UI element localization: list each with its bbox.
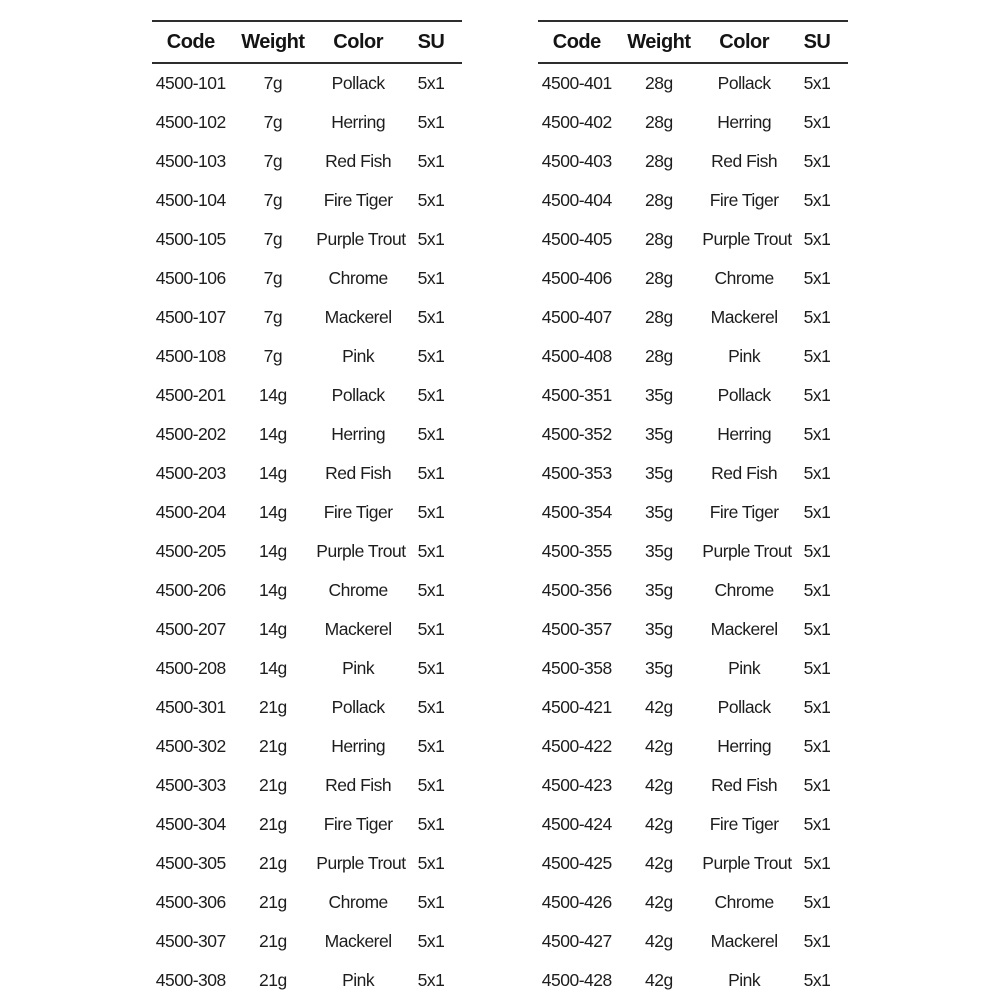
table-row — [538, 298, 848, 337]
table-cell: Red Fish — [325, 150, 392, 171]
table-cell: Red Fish — [711, 150, 778, 171]
table-row — [152, 844, 462, 883]
table-cell: 5x1 — [417, 618, 445, 639]
table-cell: 7g — [263, 150, 283, 171]
table-cell: 5x1 — [803, 735, 831, 756]
table-cell: 5x1 — [803, 267, 831, 288]
table-row — [152, 961, 462, 1000]
table-cell: 5x1 — [803, 228, 831, 249]
table-cell: 5x1 — [803, 774, 831, 795]
column-header-su: SU — [400, 21, 462, 63]
table-cell: 4500-108 — [155, 345, 226, 366]
table-cell: 4500-203 — [155, 462, 226, 483]
column-header-weight: Weight — [616, 21, 703, 63]
table-cell: Fire Tiger — [709, 501, 779, 522]
table-cell: 21g — [259, 891, 287, 912]
table-row — [538, 649, 848, 688]
table-cell: 4500-105 — [155, 228, 226, 249]
table-cell: 5x1 — [417, 462, 445, 483]
table-row — [152, 610, 462, 649]
table-row — [152, 220, 462, 259]
table-row — [538, 688, 848, 727]
table-header — [538, 21, 848, 63]
table-cell: 5x1 — [803, 969, 831, 990]
table-cell: Chrome — [328, 891, 388, 912]
table-cell: 4500-355 — [541, 540, 612, 561]
table-row — [538, 220, 848, 259]
table-cell: 21g — [259, 969, 287, 990]
table-cell: 4500-408 — [541, 345, 612, 366]
table-cell: Pink — [342, 657, 375, 678]
table-cell: 5x1 — [417, 228, 445, 249]
table-row — [538, 259, 848, 298]
table-row — [538, 532, 848, 571]
table-row — [538, 727, 848, 766]
table-row — [538, 454, 848, 493]
table-cell: 35g — [645, 384, 673, 405]
table-cell: 42g — [645, 852, 673, 873]
column-header-weight: Weight — [230, 21, 317, 63]
table-cell: 35g — [645, 423, 673, 444]
table-cell: 5x1 — [803, 696, 831, 717]
table-row — [538, 415, 848, 454]
table-cell: 4500-107 — [155, 306, 226, 327]
table-cell: Mackerel — [324, 306, 392, 327]
table-cell: 7g — [263, 73, 283, 93]
table-cell: 4500-428 — [541, 969, 612, 990]
table-cell: Fire Tiger — [709, 813, 779, 834]
table-body — [152, 63, 462, 1000]
table-cell: 4500-427 — [541, 930, 612, 951]
table-cell: 5x1 — [803, 73, 831, 93]
table-row — [538, 883, 848, 922]
table-cell: 14g — [259, 657, 287, 678]
table-row — [152, 532, 462, 571]
table-cell: 42g — [645, 735, 673, 756]
table-cell: 4500-306 — [155, 891, 226, 912]
table-row — [538, 103, 848, 142]
table-row — [152, 571, 462, 610]
table-cell: Mackerel — [710, 618, 778, 639]
table-row — [152, 259, 462, 298]
table-cell: 4500-358 — [541, 657, 612, 678]
table-cell: 42g — [645, 774, 673, 795]
table-cell: Fire Tiger — [709, 189, 779, 210]
table-cell: 4500-356 — [541, 579, 612, 600]
column-header-su: SU — [786, 21, 848, 63]
table-cell: Red Fish — [325, 462, 392, 483]
table-cell: 5x1 — [803, 852, 831, 873]
table-cell: Pink — [728, 345, 761, 366]
table-cell: 7g — [263, 267, 283, 288]
column-header-code: Code — [538, 21, 616, 63]
table-cell: 4500-307 — [155, 930, 226, 951]
table-cell: 21g — [259, 930, 287, 951]
table-cell: Pollack — [717, 384, 771, 405]
table-cell: 5x1 — [803, 150, 831, 171]
table-cell: 35g — [645, 579, 673, 600]
table-cell: 21g — [259, 813, 287, 834]
table-row — [538, 493, 848, 532]
table-cell: 4500-305 — [155, 852, 226, 873]
table-cell: 5x1 — [803, 189, 831, 210]
table-cell: 4500-422 — [541, 735, 612, 756]
table-cell: Chrome — [714, 891, 774, 912]
table-cell: 14g — [259, 540, 287, 561]
table-cell: 5x1 — [803, 462, 831, 483]
table-row — [152, 337, 462, 376]
table-cell: 14g — [259, 579, 287, 600]
table-cell: 5x1 — [417, 891, 445, 912]
table-row — [538, 844, 848, 883]
table-cell: Red Fish — [325, 774, 392, 795]
table-cell: Chrome — [714, 267, 774, 288]
table-cell: Fire Tiger — [323, 501, 393, 522]
table-cell: 21g — [259, 852, 287, 873]
table-cell: Pollack — [717, 73, 771, 93]
table-row — [152, 883, 462, 922]
table-cell: 4500-357 — [541, 618, 612, 639]
table-cell: Purple Trout — [702, 228, 792, 249]
table-body — [538, 63, 848, 1000]
table-cell: Herring — [717, 112, 772, 132]
table-cell: 35g — [645, 657, 673, 678]
table-cell: 4500-352 — [541, 423, 612, 444]
table-cell: Pink — [342, 345, 375, 366]
table-cell: 5x1 — [417, 813, 445, 834]
table-cell: 14g — [259, 501, 287, 522]
table-cell: 5x1 — [417, 306, 445, 327]
table-cell: Herring — [331, 112, 386, 132]
table-cell: 5x1 — [417, 930, 445, 951]
table-cell: 35g — [645, 501, 673, 522]
table-cell: Pollack — [717, 696, 771, 717]
product-spec-table-right — [538, 20, 848, 1000]
column-header-color: Color — [316, 21, 400, 63]
table-cell: 5x1 — [417, 657, 445, 678]
table-cell: Mackerel — [324, 930, 392, 951]
table-cell: 5x1 — [417, 501, 445, 522]
table-row — [152, 766, 462, 805]
table-cell: 5x1 — [417, 852, 445, 873]
table-cell: 5x1 — [417, 345, 445, 366]
table-row — [538, 142, 848, 181]
table-cell: Red Fish — [711, 462, 778, 483]
table-cell: 4500-303 — [155, 774, 226, 795]
table-cell: Pollack — [331, 73, 385, 93]
table-row — [538, 766, 848, 805]
table-cell: 5x1 — [417, 696, 445, 717]
table-cell: 14g — [259, 384, 287, 405]
table-row — [538, 610, 848, 649]
column-header-color: Color — [702, 21, 786, 63]
table-row — [538, 376, 848, 415]
table-cell: 4500-103 — [155, 150, 226, 171]
table-row — [152, 727, 462, 766]
table-row — [152, 103, 462, 142]
table-cell: 21g — [259, 696, 287, 717]
table-row — [152, 63, 462, 103]
header-row — [152, 21, 462, 63]
table-cell: 14g — [259, 618, 287, 639]
table-cell: 21g — [259, 735, 287, 756]
table-cell: 4500-424 — [541, 813, 612, 834]
table-cell: 4500-304 — [155, 813, 226, 834]
table-row — [538, 181, 848, 220]
table-cell: 7g — [263, 189, 283, 210]
table-cell: 42g — [645, 969, 673, 990]
table-cell: 28g — [645, 267, 673, 288]
table-cell: 5x1 — [417, 112, 445, 132]
table-cell: 4500-406 — [541, 267, 612, 288]
table-cell: 5x1 — [417, 540, 445, 561]
table-cell: 5x1 — [417, 189, 445, 210]
table-cell: Mackerel — [710, 930, 778, 951]
table-cell: 7g — [263, 112, 283, 132]
table-row — [152, 415, 462, 454]
table-header — [152, 21, 462, 63]
table-row — [152, 454, 462, 493]
table-cell: 4500-404 — [541, 189, 612, 210]
table-row — [152, 181, 462, 220]
table-cell: Fire Tiger — [323, 189, 393, 210]
table-cell: 4500-106 — [155, 267, 226, 288]
table-cell: 4500-401 — [541, 73, 612, 93]
table-cell: 5x1 — [803, 501, 831, 522]
table-row — [152, 649, 462, 688]
table-row — [538, 805, 848, 844]
table-cell: 35g — [645, 540, 673, 561]
table-cell: Mackerel — [324, 618, 392, 639]
table-cell: 5x1 — [417, 735, 445, 756]
table-cell: 4500-403 — [541, 150, 612, 171]
table-cell: 4500-204 — [155, 501, 226, 522]
table-cell: Chrome — [328, 267, 388, 288]
table-cell: 4500-308 — [155, 969, 226, 990]
table-cell: 4500-201 — [155, 384, 226, 405]
table-cell: 4500-302 — [155, 735, 226, 756]
table-row — [538, 961, 848, 1000]
table-row — [152, 688, 462, 727]
table-cell: 28g — [645, 189, 673, 210]
table-cell: 5x1 — [803, 579, 831, 600]
product-spec-table-left — [152, 20, 462, 1000]
table-cell: Purple Trout — [316, 228, 406, 249]
table-cell: Purple Trout — [702, 852, 792, 873]
table-cell: 5x1 — [803, 618, 831, 639]
table-row — [152, 805, 462, 844]
table-cell: 28g — [645, 112, 673, 132]
table-cell: 28g — [645, 73, 673, 93]
table-cell: 28g — [645, 306, 673, 327]
header-row — [538, 21, 848, 63]
table-cell: 5x1 — [417, 150, 445, 171]
table-cell: 5x1 — [803, 384, 831, 405]
table-cell: 4500-208 — [155, 657, 226, 678]
table-cell: 28g — [645, 150, 673, 171]
table-cell: Chrome — [328, 579, 388, 600]
table-row — [538, 63, 848, 103]
table-cell: 4500-207 — [155, 618, 226, 639]
table-cell: 5x1 — [803, 813, 831, 834]
table-cell: 5x1 — [417, 267, 445, 288]
table-cell: 4500-353 — [541, 462, 612, 483]
table-cell: 4500-202 — [155, 423, 226, 444]
table-cell: Herring — [717, 735, 772, 756]
table-cell: Chrome — [714, 579, 774, 600]
table-cell: Herring — [717, 423, 772, 444]
table-cell: 4500-351 — [541, 384, 612, 405]
table-cell: 21g — [259, 774, 287, 795]
table-cell: Pink — [342, 969, 375, 990]
table-cell: 14g — [259, 462, 287, 483]
table-cell: 7g — [263, 228, 283, 249]
table-cell: 4500-423 — [541, 774, 612, 795]
table-row — [152, 922, 462, 961]
table-cell: 5x1 — [803, 112, 831, 132]
table-cell: Pollack — [331, 696, 385, 717]
table-cell: 4500-425 — [541, 852, 612, 873]
table-cell: 35g — [645, 618, 673, 639]
table-cell: 5x1 — [417, 423, 445, 444]
table-cell: 4500-104 — [155, 189, 226, 210]
table-cell: 42g — [645, 696, 673, 717]
table-row — [538, 571, 848, 610]
table-cell: Purple Trout — [316, 852, 406, 873]
table-cell: Herring — [331, 735, 386, 756]
table-row — [152, 142, 462, 181]
table-cell: 4500-421 — [541, 696, 612, 717]
table-cell: 5x1 — [803, 540, 831, 561]
table-cell: 5x1 — [803, 345, 831, 366]
table-cell: Pink — [728, 969, 761, 990]
table-cell: 42g — [645, 930, 673, 951]
table-cell: 5x1 — [803, 657, 831, 678]
table-cell: 4500-405 — [541, 228, 612, 249]
table-cell: 5x1 — [803, 891, 831, 912]
table-cell: Herring — [331, 423, 386, 444]
table-cell: 5x1 — [803, 306, 831, 327]
table-row — [538, 922, 848, 961]
table-cell: Red Fish — [711, 774, 778, 795]
table-cell: 4500-402 — [541, 112, 612, 132]
table-cell: Purple Trout — [702, 540, 792, 561]
table-cell: Mackerel — [710, 306, 778, 327]
table-cell: 5x1 — [417, 579, 445, 600]
table-cell: 7g — [263, 345, 283, 366]
table-cell: 4500-426 — [541, 891, 612, 912]
table-cell: 4500-407 — [541, 306, 612, 327]
table-cell: 4500-301 — [155, 696, 226, 717]
table-cell: 28g — [645, 228, 673, 249]
table-row — [152, 298, 462, 337]
column-header-code: Code — [152, 21, 230, 63]
table-cell: 5x1 — [803, 930, 831, 951]
table-cell: 5x1 — [417, 969, 445, 990]
table-cell: Pink — [728, 657, 761, 678]
table-cell: 4500-205 — [155, 540, 226, 561]
table-cell: Purple Trout — [316, 540, 406, 561]
table-row — [152, 493, 462, 532]
table-cell: 4500-354 — [541, 501, 612, 522]
table-cell: 4500-102 — [155, 112, 226, 132]
table-row — [152, 376, 462, 415]
table-cell: 28g — [645, 345, 673, 366]
table-cell: 5x1 — [803, 423, 831, 444]
table-cell: 5x1 — [417, 384, 445, 405]
table-cell: 42g — [645, 891, 673, 912]
table-cell: 5x1 — [417, 73, 445, 93]
table-cell: 14g — [259, 423, 287, 444]
table-cell: 7g — [263, 306, 283, 327]
table-cell: 35g — [645, 462, 673, 483]
table-cell: 4500-101 — [155, 73, 226, 93]
table-cell: Pollack — [331, 384, 385, 405]
table-row — [538, 337, 848, 376]
table-cell: 4500-206 — [155, 579, 226, 600]
table-cell: 42g — [645, 813, 673, 834]
table-cell: 5x1 — [417, 774, 445, 795]
table-cell: Fire Tiger — [323, 813, 393, 834]
